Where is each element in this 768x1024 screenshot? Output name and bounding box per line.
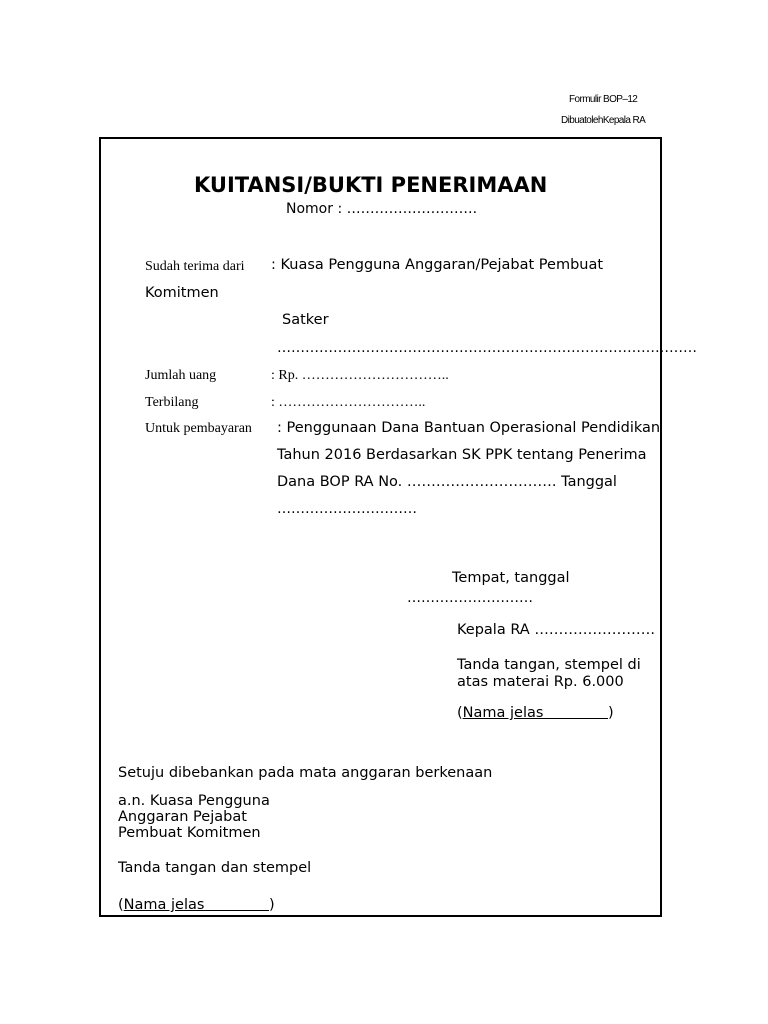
head-ra-name: (Nama jelas ): [457, 705, 614, 721]
satker-label: Satker: [282, 312, 329, 328]
document-title: KUITANSI/BUKTI PENERIMAAN: [194, 173, 548, 197]
received-from-value: : Kuasa Pengguna Anggaran/Pejabat Pembuat: [271, 257, 604, 273]
approval-line-2: Anggaran Pejabat: [118, 809, 247, 825]
approval-line-3: Pembuat Komitmen: [118, 825, 261, 841]
amount-label: Jumlah uang: [145, 368, 217, 383]
name-field-label: Nama jelas: [462, 705, 608, 721]
place-date-dots: ………………………: [407, 590, 533, 606]
approval-name-label: Nama jelas: [123, 897, 269, 913]
spelled-label: Terbilang: [145, 395, 199, 410]
amount-value: : Rp. …………………………..: [271, 368, 449, 383]
head-ra: Kepala RA …………………….: [457, 622, 655, 638]
purpose-label: Untuk pembayaran: [145, 421, 252, 436]
approval-statement: Setuju dibebankan pada mata anggaran berkenaan: [118, 765, 493, 781]
approval-sign: Tanda tangan dan stempel: [118, 860, 312, 876]
received-from-value-cont: Komitmen: [145, 285, 219, 301]
sign-instruction-1: Tanda tangan, stempel di: [457, 657, 641, 673]
purpose-line-3: Dana BOP RA No. …………………………. Tanggal: [277, 474, 617, 490]
purpose-line-1: : Penggunaan Dana Bantuan Operasional Pendidikan: [277, 420, 661, 436]
approval-line-1: a.n. Kuasa Pengguna: [118, 793, 270, 809]
sign-instruction-2: atas materai Rp. 6.000: [457, 674, 624, 690]
approval-name: (Nama jelas ): [118, 897, 275, 913]
spelled-value: : …………………………..: [271, 395, 426, 410]
received-from-label: Sudah terima dari: [145, 259, 245, 274]
purpose-line-2: Tahun 2016 Berdasarkan SK PPK tentang Penerima: [277, 447, 647, 463]
place-date: Tempat, tanggal: [452, 570, 570, 586]
satker-dots: ………………………………………………………………………………: [277, 340, 697, 356]
receipt-number: Nomor : ……………………….: [286, 201, 478, 217]
form-code: Formulir BOP–12: [569, 94, 638, 105]
purpose-line-4: …………………………: [277, 501, 417, 517]
made-by-note: DibuatolehKepala RA: [561, 115, 646, 126]
